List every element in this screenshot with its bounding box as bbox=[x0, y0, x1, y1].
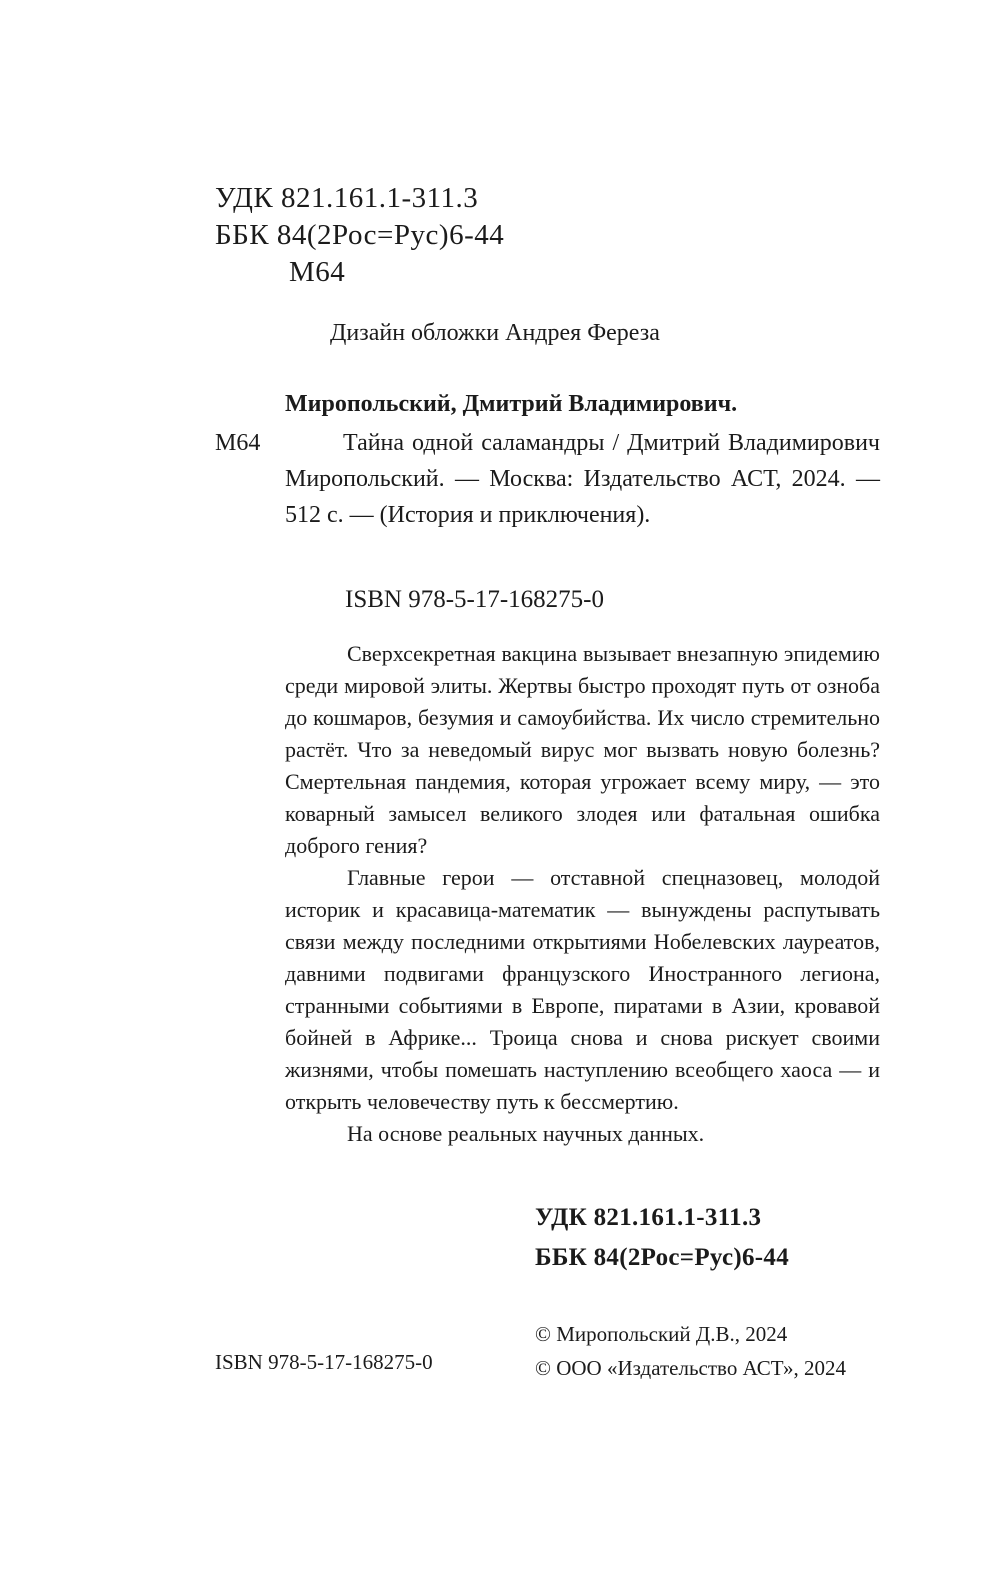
bibliographic-block bbox=[215, 386, 880, 533]
cover-designer-line: Дизайн обложки Андрея Фереза bbox=[330, 320, 660, 346]
top-codes-block bbox=[215, 180, 504, 291]
bottom-codes-block bbox=[535, 1198, 789, 1278]
footer-isbn: ISBN 978-5-17-168275-0 bbox=[215, 1350, 433, 1374]
annotation-note: На основе реальных научных данных. bbox=[347, 1121, 705, 1146]
annotation-paragraph-2: Главные герои — отставной спецназовец, молодой историк и красавица-математик — вынуждены распутывать связи между последними открытиями Нобелевских лауреатов, давними подвигами французского Иностранного легиона, странными событиями в Европе, пиратами в Азии, кровавой бойней в Африке... Троица снова и снова рискует своими жизнями, чтобы помешать наступлению всеобщего хаоса — и открыть человечеству путь к бессмертию. bbox=[285, 865, 880, 1114]
bottom-bbk-code: ББК 84(2Рос=Рус)6-44 bbox=[535, 1244, 789, 1271]
isbn-line: ISBN 978-5-17-168275-0 bbox=[345, 586, 605, 613]
bib-description: Тайна одной саламандры / Дмитрий Владимирович Миропольский. — Москва: Издательство АСТ, 2024. — 512 с. — (История и приключения). bbox=[285, 430, 880, 528]
author-sign-code: М64 bbox=[289, 256, 346, 288]
bottom-udk-code: УДК 821.161.1-311.3 bbox=[535, 1204, 762, 1231]
bib-entry bbox=[215, 425, 880, 533]
copyright-author: © Миропольский Д.В., 2024 bbox=[535, 1322, 788, 1346]
copyright-block bbox=[535, 1317, 846, 1385]
bib-entry-code: М64 bbox=[215, 430, 261, 456]
bbk-code: ББК 84(2Рос=Рус)6-44 bbox=[215, 219, 505, 251]
bib-author: Миропольский, Дмитрий Владимирович. bbox=[285, 391, 738, 417]
udk-code: УДК 821.161.1-311.3 bbox=[215, 182, 479, 214]
copyright-publisher: © ООО «Издательство АСТ», 2024 bbox=[535, 1356, 846, 1380]
annotation-block bbox=[285, 638, 880, 1150]
annotation-paragraph-1: Сверхсекретная вакцина вызывает внезапную эпидемию среди мировой элиты. Жертвы быстро проходят путь от озноба до кошмаров, безумия и самоубийства. Их число стремительно растёт. Что за неведомый вирус мог вызвать новую болезнь? Смертельная пандемия, которая угрожает всему миру, — это коварный замысел великого злодея или фатальная ошибка доброго гения? bbox=[285, 641, 880, 858]
